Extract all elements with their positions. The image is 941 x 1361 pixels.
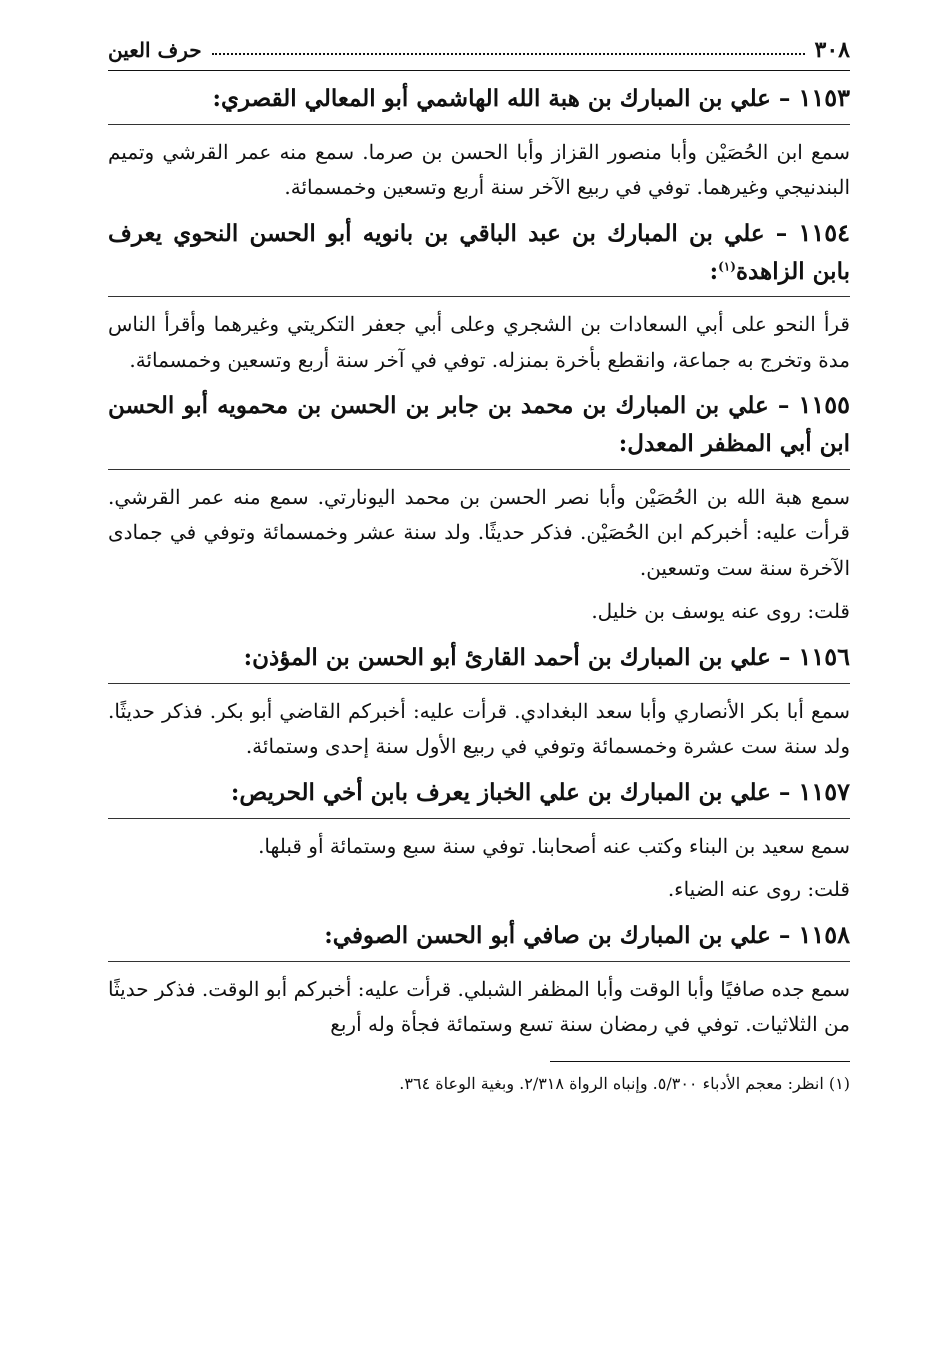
- entry-body-1155: سمع هبة الله بن الحُصَيْن وأبا نصر الحسن بن محمد اليونارتي. سمع منه عمر القرشي. قرأت عليه: أخبركم ابن الحُصَيْن. فذكر حديثًا. ولد سنة عشر وخمسمائة وتوفي في جمادى الآخرة سنة ست وتسعين.: [108, 484, 850, 580]
- entry-title-1156: ١١٥٦ – علي بن المبارك بن أحمد القارئ أبو الحسن بن المؤذن:: [243, 641, 850, 671]
- entry-title-1157: ١١٥٧ – علي بن المبارك بن علي الخباز يعرف بابن أخي الحريص:: [230, 776, 850, 806]
- entry-title-1154: ١١٥٤ – علي بن المبارك بن عبد الباقي بن بانويه أبو الحسن النحوي يعرف بابن الزاهدة$^{(١)}$:: [108, 218, 851, 285]
- page-number: ٣٠٨: [814, 37, 850, 63]
- entry-note-1157: قلت: روى عنه الضياء.: [667, 877, 850, 902]
- entry-body-1156: سمع أبا بكر الأنصاري وأبا سعد البغدادي. قرأت عليه: أخبركم القاضي أبو بكر. فذكر حديثًا. ولد سنة ست عشرة وخمسمائة وتوفي في ربيع الأول سنة إحدى وستمائة.: [108, 698, 850, 759]
- footnote: (١) انظر: معجم الأدباء ٥/٣٠٠. وإنباه الرواة ٢/٣١٨. وبغية الوعاة ٣٦٤.: [399, 1074, 850, 1094]
- entry-divider: [108, 683, 850, 684]
- dotted-leader: [212, 53, 805, 55]
- entry-title-1155: ١١٥٥ – علي بن المبارك بن محمد بن جابر بن الحسن بن محمويه أبو الحسن ابن أبي المظفر المعدل:: [108, 390, 850, 458]
- entry-divider: [108, 296, 850, 297]
- entry-note-1155: قلت: روى عنه يوسف بن خليل.: [591, 599, 850, 624]
- entry-body-1153: سمع ابن الحُصَيْن وأبا منصور القزاز وأبا الحسن بن صرما. سمع منه عمر القرشي وتميم البندنيجي وغيرهما. توفي في ربيع الآخر سنة أربع وتسعين وخمسمائة.: [108, 139, 850, 200]
- entry-divider: [108, 961, 850, 962]
- entry-body-1154: قرأ النحو على أبي السعادات بن الشجري وعلى أبي جعفر التكريتي وغيرهما وأقرأ الناس مدة وتخرج به جماعة، وانقطع بأخرة بمنزله. توفي في آخر سنة أربع وتسعين وخمسمائة.: [108, 312, 850, 372]
- entry-divider: [108, 818, 850, 819]
- entry-body-1158: سمع جده صافيًا وأبا الوقت وأبا المظفر الشبلي. قرأت عليه: أخبركم أبو الوقت. فذكر حديثًا من الثلاثيات. توفي في رمضان سنة تسع وستمائة فجأة وله أربع: [108, 976, 850, 1037]
- section-title: حرف العين: [108, 38, 202, 62]
- book-page: [108, 30, 850, 1330]
- entry-body-1157: سمع سعيد بن البناء وكتب عنه أصحابنا. توفي سنة سبع وستمائة أو قبلها.: [258, 833, 850, 858]
- running-header: [108, 30, 850, 71]
- entry-title-1158: ١١٥٨ – علي بن المبارك بن صافي أبو الحسن الصوفي:: [324, 920, 850, 949]
- footnote-marker: (١): [718, 259, 736, 274]
- entry-divider: [108, 469, 850, 470]
- footnote-separator: [550, 1061, 850, 1062]
- entry-divider: [108, 124, 850, 125]
- entry-title-1153: ١١٥٣ – علي بن المبارك بن هبة الله الهاشمي أبو المعالي القصري:: [212, 83, 850, 112]
